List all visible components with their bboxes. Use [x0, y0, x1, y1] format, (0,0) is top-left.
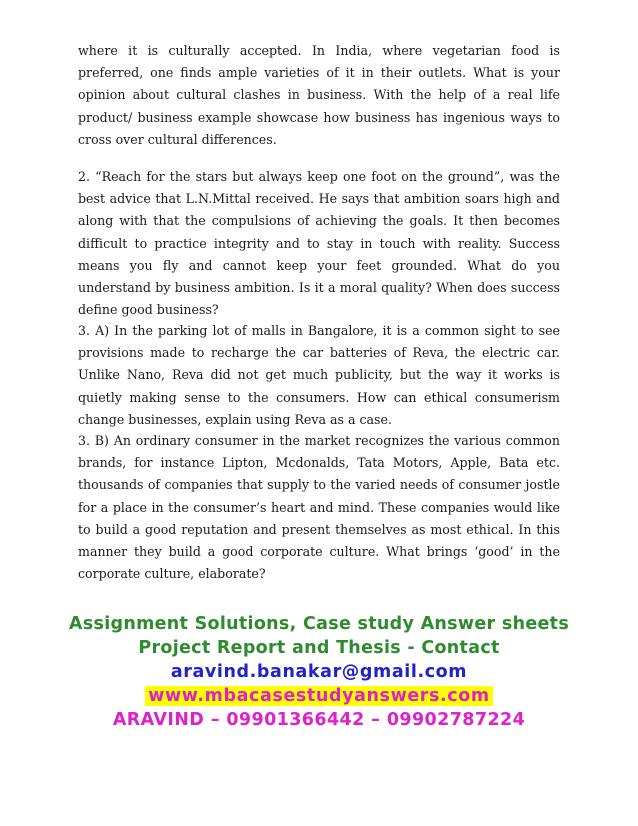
paragraph-question-3b: 3. B) An ordinary consumer in the market recognizes the various common brands, for instance Lipton, Mcdonalds, Tata Motors, Apple, Bata etc. thousands of companies that supply to the varied needs of consumer jostle for a place in the consumer’s heart and mind. These companies would like to build a good reputation and present themselves as most ethical. In this manner they build a good corporate culture. What brings ‘good’ in the corporate culture, elaborate?	[78, 433, 560, 582]
contact-project-line: Project Report and Thesis - Contact	[138, 638, 500, 658]
contact-website[interactable]: www.mbacasestudyanswers.com	[145, 686, 493, 706]
contact-services-line: Assignment Solutions, Case study Answer sheets	[68, 614, 570, 634]
contact-block	[0, 612, 638, 732]
paragraph-question-3a: 3. A) In the parking lot of malls in Bangalore, it is a common sight to see provisions made to recharge the car batteries of Reva, the electric car. Unlike Nano, Reva did not get much publicity, but the way it works is quietly making sense to the consumers. How can ethical consumerism change businesses, explain using Reva as a case.	[78, 323, 560, 427]
contact-email[interactable]: aravind.banakar@gmail.com	[170, 662, 468, 682]
contact-website-row	[0, 684, 638, 708]
contact-phone: ARAVIND – 09901366442 – 09902787224	[112, 710, 526, 730]
paragraph-continued-question: where it is culturally accepted. In India, where vegetarian food is preferred, one finds ample varieties of it in their outlets. What is your opinion about cultural clashes in business. With the help of a real life product/ business example showcase how business has ingenious ways to cross over cultural differences.	[78, 43, 560, 147]
paragraph-question-2: 2. “Reach for the stars but always keep one foot on the ground”, was the best advice that L.N.Mittal received. He says that ambition soars high and along with that the compulsions of achieving the goals. It then becomes difficult to practice integrity and to stay in touch with reality. Success means you fly and cannot keep your feet grounded. What do you understand by business ambition. Is it a moral quality? When does success define good business?	[78, 169, 560, 318]
